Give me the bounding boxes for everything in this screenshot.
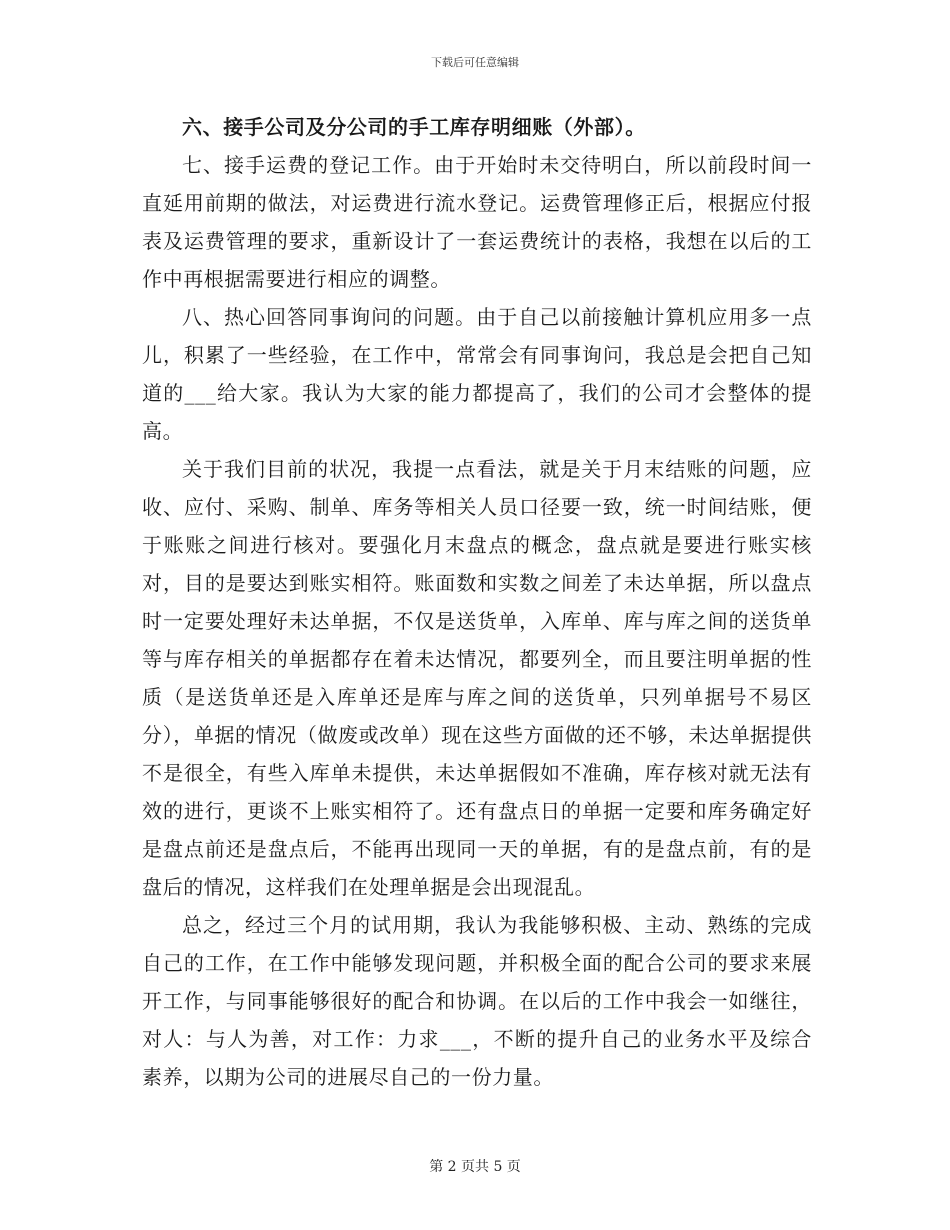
page-number: 第 2 页共 5 页 (429, 1159, 521, 1175)
paragraph-month-end: 关于我们目前的状况，我提一点看法，就是关于月末结账的问题，应收、应付、采购、制单、库务等相关人员口径要一致，统一时间结账，便于账账之间进行核对。要强化月末盘点的概念，盘点就是要进行账实核对，目的是要达到账实相符。账面数和实数之间差了未达单据，所以盘点时一定要处理好未达单据，不仅是送货单，入库单、库与库之间的送货单等与库存相关的单据都存在着未达情况，都要列全，而且要注明单据的性质（是送货单还是入库单还是库与库之间的送货单，只列单据号不易区分），单据的情况（做废或改单）现在这些方面做的还不够，未达单据提供不是很全，有些入库单未提供，未达单据假如不准确，库存核对就无法有效的进行，更谈不上账实相符了。还有盘点日的单据一定要和库务确定好是盘点前还是盘点后，不能再出现同一天的单据，有的是盘点前，有的是盘后的情况，这样我们在处理单据是会出现混乱。 (142, 457, 812, 899)
paragraph-summary: 总之，经过三个月的试用期，我认为我能够积极、主动、熟练的完成自己的工作，在工作中能够发现问题，并积极全面的配合公司的要求来展开工作，与同事能够很好的配合和协调。在以后的工作中我会一如继往，对人：与人为善，对工作：力求___，不断的提升自己的业务水平及综合素养，以期为公司的进展尽自己的一份力量。 (142, 913, 812, 1089)
paragraph-seven: 七、接手运费的登记工作。由于开始时未交待明白，所以前段时间一直延用前期的做法，对运费进行流水登记。运费管理修正后，根据应付报表及运费管理的要求，重新设计了一套运费统计的表格，我想在以后的工作中再根据需要进行相应的调整。 (142, 153, 812, 291)
page-header-note: 下载后可任意编辑 (431, 56, 519, 69)
section-heading-six: 六、接手公司及分公司的手工库存明细账（外部）。 (182, 115, 646, 139)
document-body (142, 108, 812, 1096)
paragraph-eight: 八、热心回答同事询问的问题。由于自己以前接触计算机应用多一点儿，积累了一些经验，在工作中，常常会有同事询问，我总是会把自己知道的___给大家。我认为大家的能力都提高了，我们的公司才会整体的提高。 (142, 305, 812, 443)
